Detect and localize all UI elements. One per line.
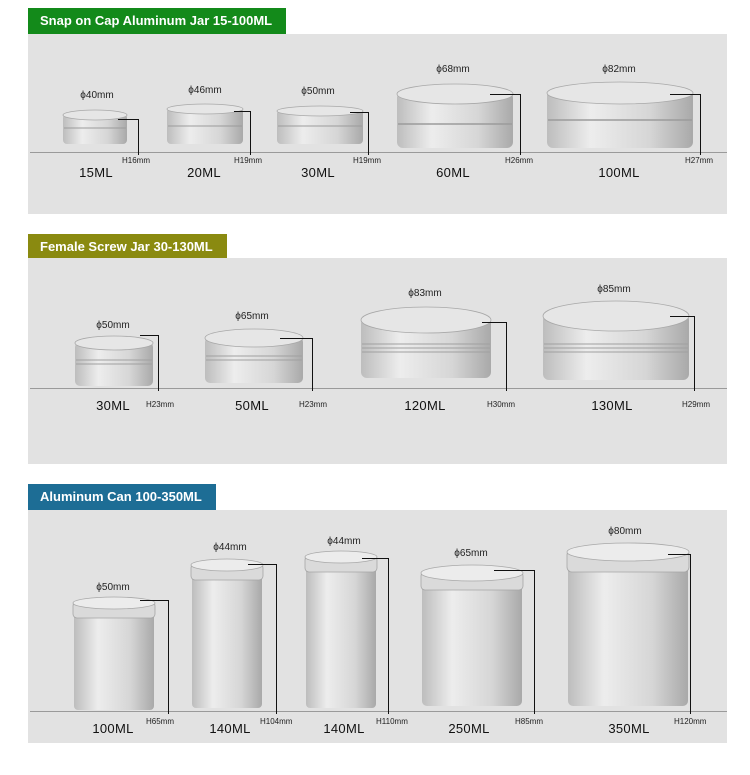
section-title: Snap on Cap Aluminum Jar 15-100ML xyxy=(28,8,286,34)
diameter-label: ϕ68mm xyxy=(436,64,470,75)
height-label: H85mm xyxy=(515,717,544,726)
diameter-label: ϕ50mm xyxy=(301,86,335,97)
section-title: Female Screw Jar 30-130ML xyxy=(28,234,227,260)
height-label: H19mm xyxy=(234,156,263,165)
diameter-label: ϕ50mm xyxy=(96,320,130,331)
snap-cap-jar-icon xyxy=(166,102,246,148)
capacity-label: 15ML xyxy=(79,165,113,180)
screw-jar-icon xyxy=(360,306,494,382)
diameter-label: ϕ80mm xyxy=(608,526,642,537)
diameter-label: ϕ85mm xyxy=(597,284,631,295)
snap-cap-jar-icon xyxy=(62,108,132,148)
height-label: H23mm xyxy=(146,400,175,409)
capacity-label: 60ML xyxy=(436,165,470,180)
snap-cap-jar-icon xyxy=(546,80,696,152)
height-label: H120mm xyxy=(674,717,707,726)
capacity-label: 20ML xyxy=(187,165,221,180)
diameter-label: ϕ65mm xyxy=(454,548,488,559)
diameter-label: ϕ65mm xyxy=(235,311,269,322)
baseline xyxy=(30,152,727,153)
capacity-label: 140ML xyxy=(323,721,365,736)
capacity-label: 350ML xyxy=(608,721,650,736)
height-label: H30mm xyxy=(487,400,516,409)
diameter-label: ϕ44mm xyxy=(213,542,247,553)
diameter-label: ϕ44mm xyxy=(327,536,361,547)
screw-jar-icon xyxy=(204,328,306,388)
section-female-screw-jar xyxy=(0,234,750,466)
capacity-label: 100ML xyxy=(598,165,640,180)
capacity-label: 100ML xyxy=(92,721,134,736)
diameter-label: ϕ40mm xyxy=(80,90,114,101)
height-label: H29mm xyxy=(682,400,711,409)
aluminum-can-icon xyxy=(304,550,380,712)
height-label: H65mm xyxy=(146,717,175,726)
section-snap-cap-jar xyxy=(0,8,750,218)
height-label: H19mm xyxy=(353,156,382,165)
diameter-label: ϕ82mm xyxy=(602,64,636,75)
capacity-label: 140ML xyxy=(209,721,251,736)
height-label: H110mm xyxy=(376,717,408,726)
diameter-label: ϕ46mm xyxy=(188,85,222,96)
diameter-label: ϕ50mm xyxy=(96,582,130,593)
section-aluminum-can xyxy=(0,484,750,754)
aluminum-can-icon xyxy=(190,558,266,712)
height-label: H27mm xyxy=(685,156,714,165)
capacity-label: 30ML xyxy=(96,398,130,413)
aluminum-can-icon xyxy=(566,542,692,710)
snap-cap-jar-icon xyxy=(396,82,516,152)
aluminum-can-icon xyxy=(420,564,526,710)
capacity-label: 120ML xyxy=(404,398,446,413)
aluminum-can-icon xyxy=(72,596,158,714)
capacity-label: 50ML xyxy=(235,398,269,413)
screw-jar-icon xyxy=(542,300,692,384)
height-label: H26mm xyxy=(505,156,534,165)
capacity-label: 250ML xyxy=(448,721,490,736)
diameter-label: ϕ83mm xyxy=(408,288,442,299)
height-label: H104mm xyxy=(260,717,293,726)
screw-jar-icon xyxy=(74,334,156,390)
capacity-label: 130ML xyxy=(591,398,633,413)
height-label: H16mm xyxy=(122,156,151,165)
snap-cap-jar-icon xyxy=(276,104,366,150)
capacity-label: 30ML xyxy=(301,165,335,180)
section-title: Aluminum Can 100-350ML xyxy=(28,484,216,510)
height-label: H23mm xyxy=(299,400,328,409)
